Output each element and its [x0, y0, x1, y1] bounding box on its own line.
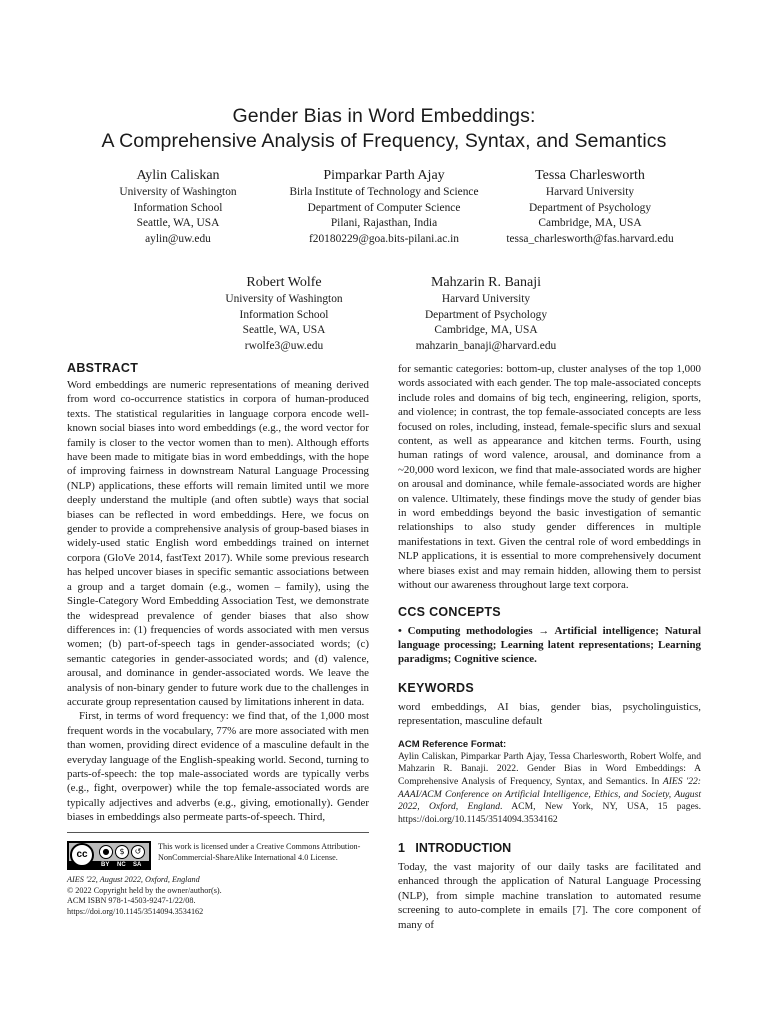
creative-commons-icon: cc	[70, 843, 94, 867]
introduction-section	[398, 840, 701, 932]
footer-isbn: ACM ISBN 978-1-4503-9247-1/22/08.	[67, 896, 196, 906]
author-affiliation: University of Washington	[119, 186, 237, 198]
author-name: Mahzarin R. Banaji	[430, 275, 542, 290]
paper-title	[0, 104, 768, 154]
author-affiliation: Harvard University	[545, 186, 635, 198]
badge-label-sa: SA	[133, 862, 142, 868]
right-column	[398, 362, 701, 827]
author-block	[490, 167, 690, 247]
sharealike-icon: ↺	[131, 845, 145, 859]
author-affiliation: Birla Institute of Technology and Science	[289, 186, 479, 198]
author-affiliation: Cambridge, MA, USA	[538, 217, 642, 230]
abstract-paragraph: First, in terms of word frequency: we find that, of the 1,000 most frequent words in the vocabulary, 77% are more associated with men than women, providing direct evidence of a masculine default in the everyday language of the English-speaking world. Second, turning to parts-of-speech: the top male-associated words are typically verbs (e.g., fight, overpower) while the top female-associated words are typically adjectives and adverbs (e.g., giving, emotionally). Gender biases in embeddings also permeate parts-of-speech. Third,	[67, 710, 369, 824]
title-line-2: A Comprehensive Analysis of Frequency, Syntax, and Semantics	[101, 130, 667, 152]
section-title: INTRODUCTION	[415, 841, 512, 855]
noncommercial-icon: $	[115, 845, 129, 859]
author-block	[194, 274, 374, 354]
acm-reference-venue: AIES '22: AAAI/ACM Conference on Artificial Intelligence, Ethics, and Society, August 2022, Oxford, England	[398, 775, 702, 813]
cc-license-badge[interactable]	[67, 841, 151, 870]
author-email[interactable]: tessa_charlesworth@fas.harvard.edu	[506, 232, 674, 245]
author-name: Tessa Charlesworth	[535, 168, 645, 183]
author-name: Robert Wolfe	[246, 275, 322, 290]
author-affiliation: Department of Computer Science	[307, 201, 461, 214]
author-affiliation: Information School	[133, 201, 223, 214]
author-email[interactable]: rwolfe3@uw.edu	[244, 339, 324, 352]
author-block	[388, 274, 584, 354]
author-affiliation: Information School	[239, 308, 329, 321]
author-affiliation: Seattle, WA, USA	[136, 217, 220, 230]
author-affiliation: Department of Psychology	[528, 201, 652, 214]
footer-doi[interactable]: https://doi.org/10.1145/3514094.3534162	[67, 906, 204, 916]
author-affiliation: Department of Psychology	[424, 308, 548, 321]
introduction-heading	[398, 840, 701, 856]
author-affiliation: Seattle, WA, USA	[242, 324, 326, 337]
footer-copyright: © 2022 Copyright held by the owner/author(s).	[67, 885, 222, 895]
footnote-divider	[67, 832, 369, 833]
author-email[interactable]: mahzarin_banaji@harvard.edu	[415, 339, 557, 352]
acm-reference-text	[398, 751, 701, 827]
keywords-heading: KEYWORDS	[398, 680, 475, 695]
author-affiliation: Pilani, Rajasthan, India	[330, 217, 438, 230]
title-line-1: Gender Bias in Word Embeddings:	[232, 105, 536, 127]
footer-block	[67, 875, 369, 917]
author-email[interactable]: aylin@uw.edu	[145, 232, 211, 245]
badge-label-nc: NC	[117, 862, 126, 868]
author-name: Aylin Caliskan	[136, 168, 220, 183]
author-affiliation: Harvard University	[441, 293, 531, 305]
author-block	[286, 167, 482, 247]
badge-label-by: BY	[101, 862, 110, 868]
author-name: Pimparkar Parth Ajay	[323, 168, 445, 183]
section-number: 1	[398, 841, 405, 855]
acm-reference-tail[interactable]: . ACM, New York, NY, USA, 15 pages. https://doi.org/10.1145/3514094.3534162	[398, 801, 701, 826]
acm-reference-heading: ACM Reference Format:	[398, 738, 507, 750]
footer-venue: AIES '22, August 2022, Oxford, England	[67, 875, 200, 884]
abstract-paragraph-continued: for semantic categories: bottom-up, cluster analyses of the top 1,000 words associated with each gender. The top male-associated concepts include roles and domains of big tech, engineering, religion, sports, and violence; in contrast, the top female-associated concepts are less focused on roles, including, instead, female-specific slurs and sexual content, as well as appearance and kitchen terms. Fourth, using human ratings of word valence, arousal, and dominance from a ~20,000 word lexicon, we find that male-associated words are higher on arousal and dominance, while female-associated words are higher on valence. Ultimately, these findings move the study of gender bias in word embeddings beyond the basic investigation of semantic relationships to also study gender differences in multiple manifestations in text. Given the central role of word embeddings in NLP applications, it is essential to more comprehensively document where biases exist and may remain hidden, allowing them to persist without our awareness throughout large text corpora.	[398, 363, 701, 592]
license-text: This work is licensed under a Creative Commons Attribution-NonCommercial-ShareAlike International 4.0 License.	[158, 842, 361, 862]
author-email[interactable]: f20180229@goa.bits-pilani.ac.in	[309, 232, 459, 245]
acm-reference-plain: Aylin Caliskan, Pimparkar Parth Ajay, Tessa Charlesworth, Robert Wolfe, and Mahzarin R. Banaji. 2022. Gender Bias in Word Embeddings: A Comprehensive Analysis of Frequency, Syntax, and Semantics. In	[398, 750, 701, 787]
introduction-paragraph: Today, the vast majority of our daily tasks are facilitated and enhanced through the application of Natural Language Processing (NLP), from simple machine translation to automated resume screening to auto-complete in emails [7]. The core component of many of	[398, 861, 701, 931]
author-block	[88, 167, 268, 247]
author-affiliation: University of Washington	[225, 293, 343, 305]
abstract-section	[67, 360, 369, 825]
ccs-heading: CCS CONCEPTS	[398, 604, 501, 619]
abstract-heading: ABSTRACT	[67, 361, 139, 375]
attribution-icon: ●	[99, 845, 113, 859]
keywords-text: word embeddings, AI bias, gender bias, psycholinguistics, representation, masculine default	[398, 700, 701, 728]
ccs-concepts-text: • Computing methodologies → Artificial intelligence; Natural language processing; Learning latent representations; Learning paradigms; Cognitive science.	[398, 624, 701, 666]
author-affiliation: Cambridge, MA, USA	[434, 324, 538, 337]
abstract-paragraph: Word embeddings are numeric representations of meaning derived from word co-occurrence statistics in corpora of human-produced texts. The statistical regularities in language corpora encode well-known social biases into word embeddings (e.g., the word vector for family is closer to the vector women than to men). Although efforts have been made to mitigate bias in word embeddings, with the hope of improving fairness in downstream Natural Language Processing (NLP) applications, these efforts will remain limited until we more deeply understand the multiple (and often subtle) ways that social biases can be reflected in word embeddings. Here, we focus on gender to provide a comprehensive analysis of group-based biases in widely-used static English word embeddings trained on internet corpora (GloVe 2014, fastText 2017). While some previous research has helped uncover biases in specific semantic associations between a group and a target domain (e.g., women – family), using the Single-Category Word Embedding Association Test, we demonstrate the widespread prevalence of gender biases that also show differences in: (1) frequencies of words associated with men versus women; (b) part-of-speech tags in gender-associated words; (c) semantic categories in gender-associated words; and (d) valence, arousal, and dominance in gender-associated words. We leave the analysis of non-binary gender to future work due to the challenges in accurate group representation caused by limitations inherent in data.	[67, 379, 369, 708]
